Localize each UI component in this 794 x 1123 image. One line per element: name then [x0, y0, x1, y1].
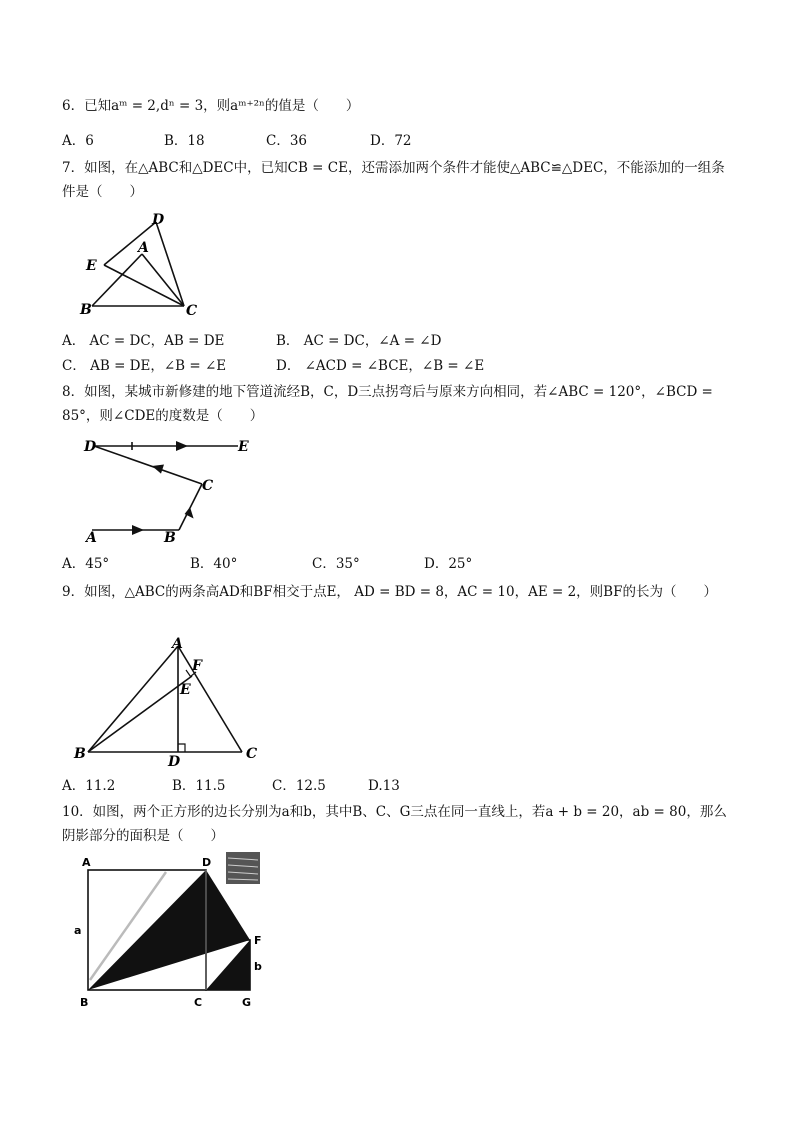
label-d: D — [202, 856, 212, 869]
option-b[interactable]: B．11.5 — [172, 778, 226, 794]
question-9-figure — [72, 636, 268, 768]
squares-figure-10 — [70, 850, 280, 1012]
question-10-text: 10．如图，两个正方形的边长分别为a和b，其中B、C、G三点在同一直线上，若a + b = 20，ab = 80，那么阴影部分的面积是（ ） — [62, 804, 727, 844]
label-e: E — [238, 439, 249, 455]
option-c[interactable]: C．12.5 — [272, 778, 326, 794]
label-a-corner: A — [82, 856, 91, 869]
question-7 — [62, 156, 732, 204]
option-d[interactable]: D． ∠ACD = ∠BCE，∠B = ∠E — [276, 358, 485, 374]
label-a: A — [86, 530, 97, 546]
option-d[interactable]: D.13 — [368, 778, 400, 794]
label-c: C — [202, 478, 214, 494]
question-10-figure — [70, 850, 280, 1012]
question-6 — [62, 94, 732, 118]
label-a: A — [172, 636, 183, 652]
label-e: E — [86, 258, 97, 274]
option-d[interactable]: D．72 — [370, 133, 412, 149]
pipe-figure-8 — [82, 436, 262, 548]
label-b: B — [80, 996, 89, 1009]
question-6-text: 6．已知aᵐ = 2,dⁿ = 3，则aᵐ⁺²ⁿ的值是（ ） — [62, 98, 360, 114]
triangle-figure-7 — [80, 210, 210, 322]
question-8 — [62, 380, 732, 428]
option-b[interactable]: B． AC = DC，∠A = ∠D — [276, 333, 442, 349]
option-a[interactable]: A．45° — [62, 556, 110, 572]
label-f: F — [192, 658, 202, 674]
option-c[interactable]: C．35° — [312, 556, 360, 572]
question-7-figure — [80, 210, 210, 322]
label-f: F — [254, 934, 262, 947]
question-8-text: 8．如图，某城市新修建的地下管道流经B，C，D三点拐弯后与原来方向相同，若∠ABC = 120°，∠BCD = 85°，则∠CDE的度数是（ ） — [62, 384, 713, 424]
label-b: B — [164, 530, 176, 546]
label-e: E — [180, 682, 191, 698]
option-a[interactable]: A．6 — [62, 133, 94, 149]
ink-smudge — [226, 852, 260, 884]
option-a[interactable]: A．11.2 — [62, 778, 116, 794]
option-a[interactable]: A． AC = DC，AB = DE — [62, 333, 225, 349]
option-c[interactable]: C． AB = DE，∠B = ∠E — [62, 358, 227, 374]
label-b: B — [80, 302, 92, 318]
label-d: D — [84, 439, 97, 455]
label-d: D — [152, 212, 165, 228]
label-c: C — [186, 303, 198, 319]
label-side-a: a — [74, 924, 82, 937]
label-side-b: b — [254, 960, 262, 973]
triangle-figure-9 — [72, 636, 268, 768]
label-b: B — [74, 746, 86, 762]
question-7-text: 7．如图，在△ABC和△DEC中，已知CB = CE，还需添加两个条件才能使△ABC≌△DEC，不能添加的一组条件是（ ） — [62, 160, 725, 200]
question-9-text: 9．如图，△ABC的两条高AD和BF相交于点E， AD = BD = 8，AC = 10，AE = 2，则BF的长为（ ） — [62, 584, 717, 600]
option-b[interactable]: B．40° — [190, 556, 238, 572]
option-d[interactable]: D．25° — [424, 556, 473, 572]
label-a: A — [138, 240, 149, 256]
question-9 — [62, 580, 732, 604]
question-10 — [62, 800, 732, 848]
question-8-figure — [82, 436, 262, 548]
label-d: D — [168, 754, 181, 770]
label-c: C — [246, 746, 258, 762]
label-c: C — [194, 996, 203, 1009]
option-b[interactable]: B．18 — [164, 133, 205, 149]
label-g: G — [242, 996, 252, 1009]
option-c[interactable]: C．36 — [266, 133, 308, 149]
